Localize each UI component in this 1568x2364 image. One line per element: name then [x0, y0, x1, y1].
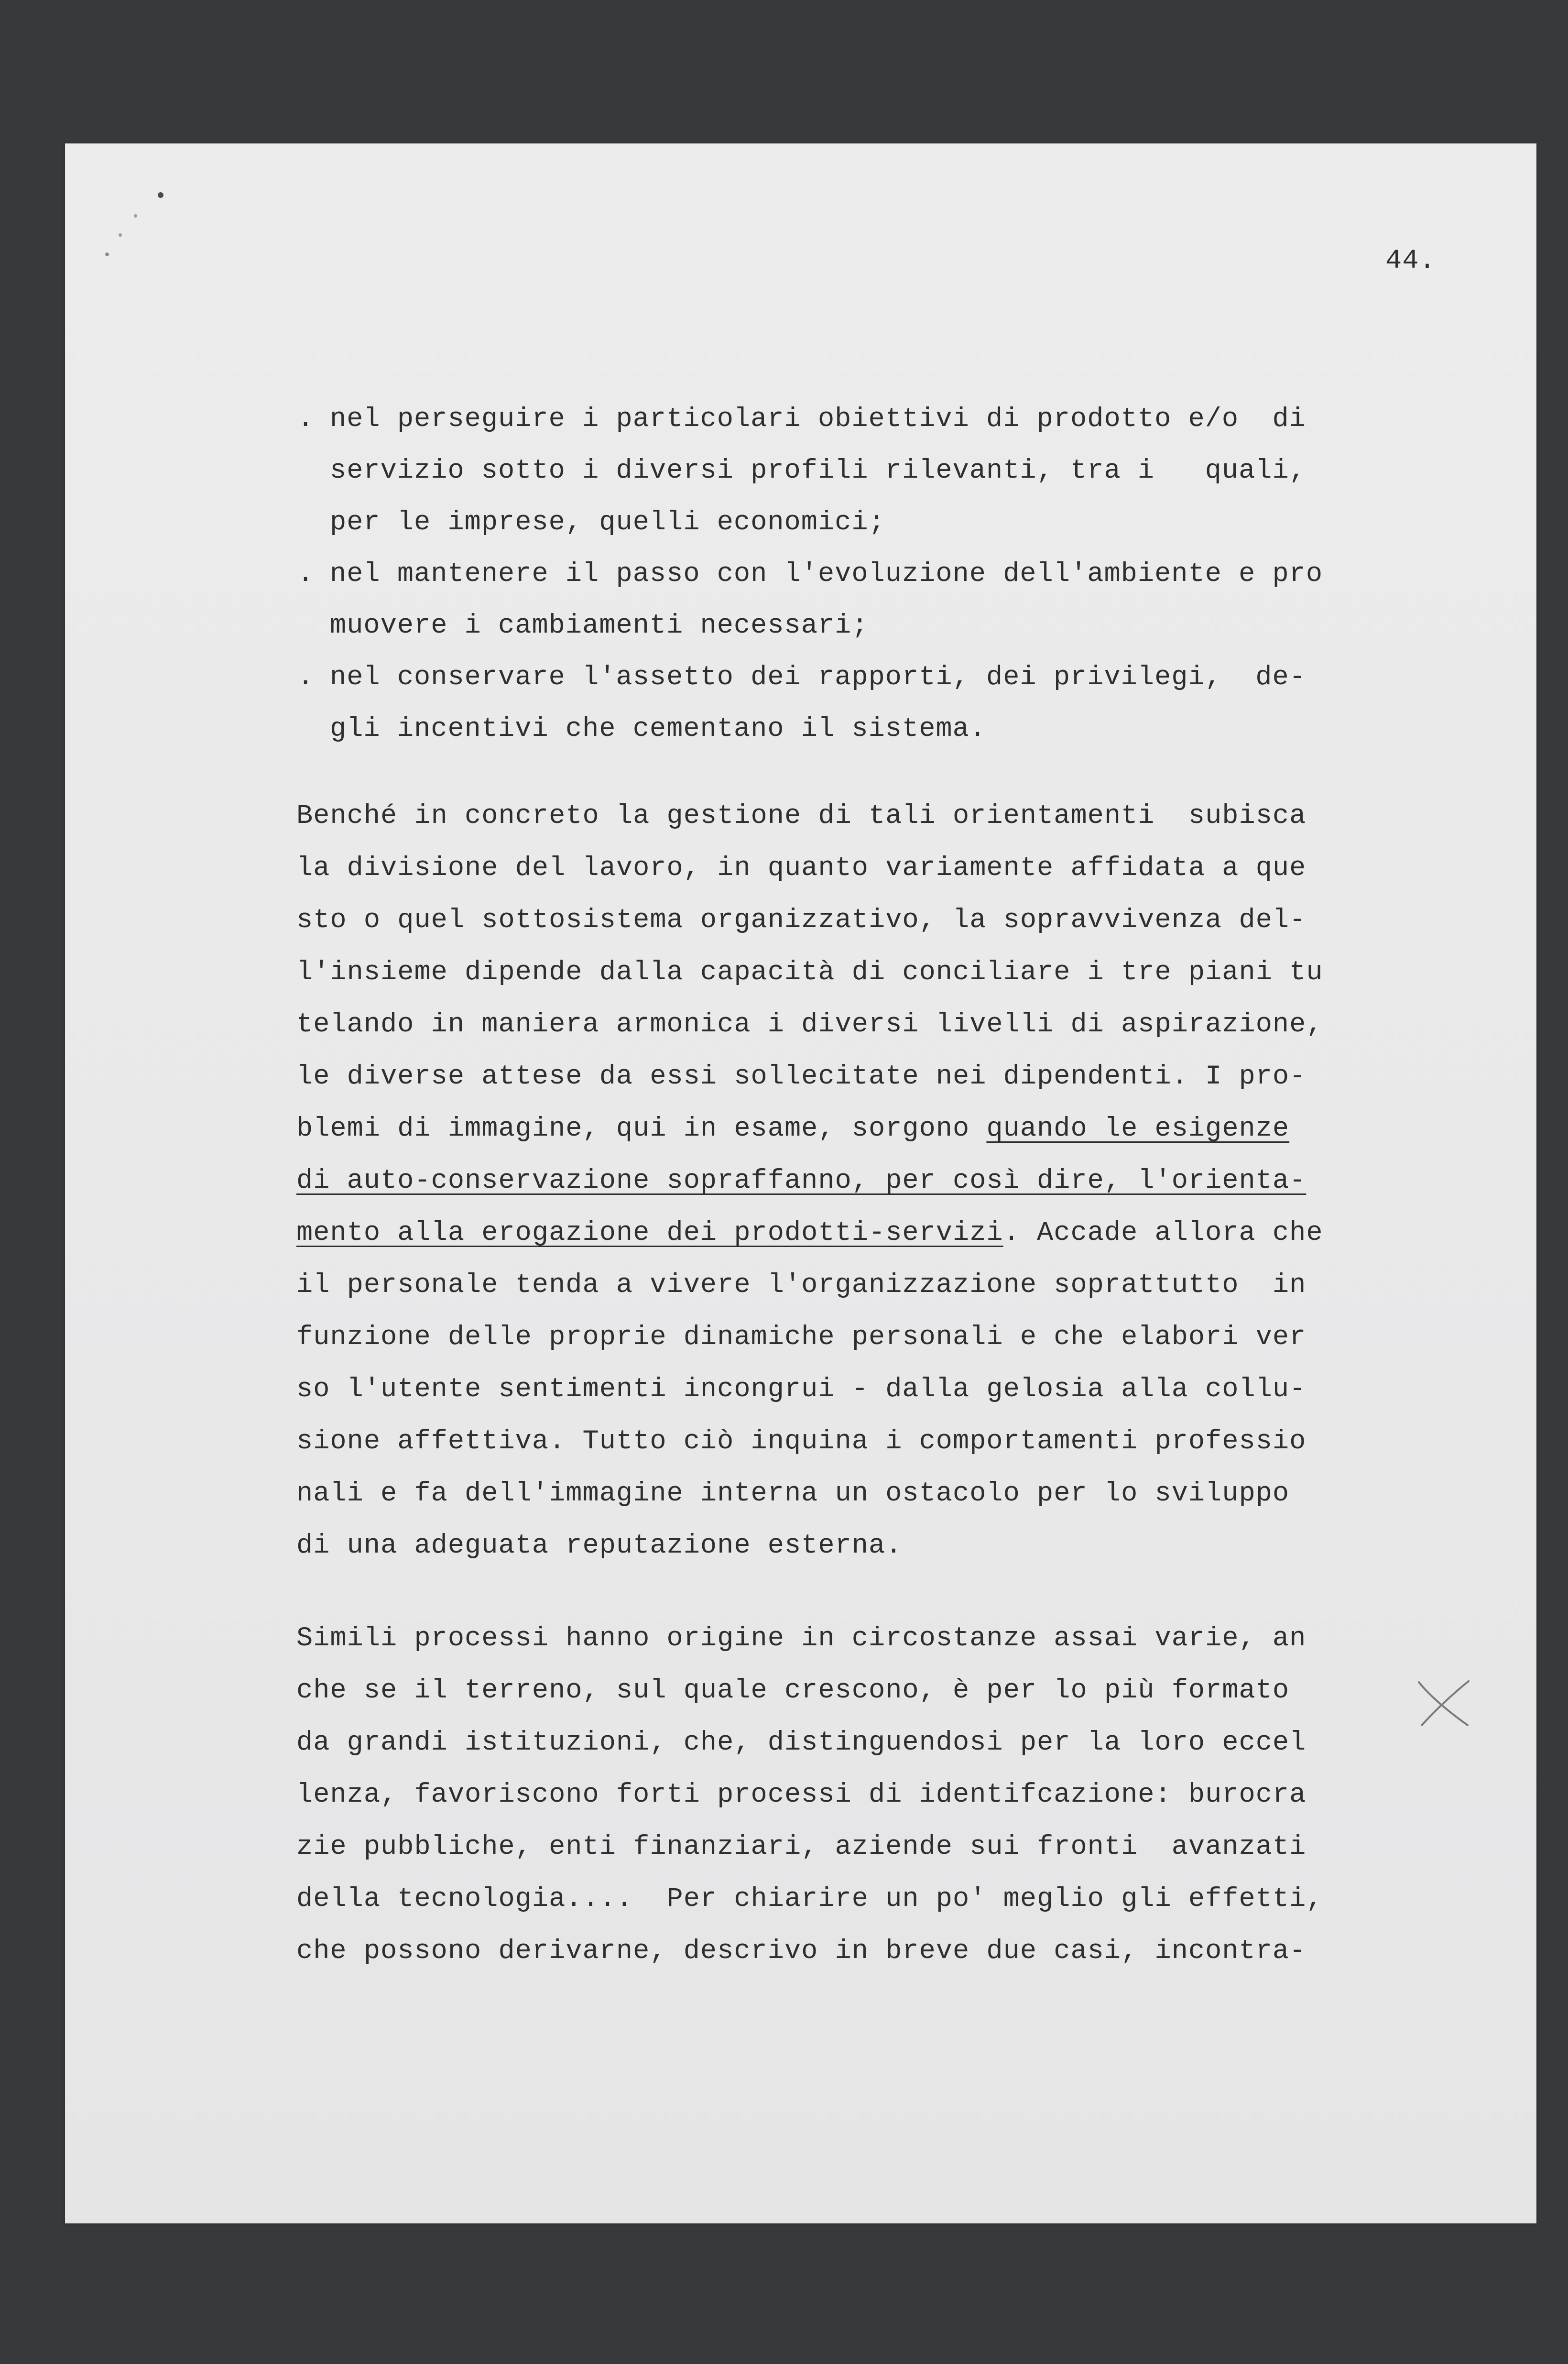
underlined-text: quando le esigenze — [986, 1114, 1290, 1144]
paragraph-line: la divisione del lavoro, in quanto variamente affidata a que — [296, 853, 1307, 884]
paragraph-line — [296, 1216, 1323, 1250]
paragraph-line: il personale tenda a vivere l'organizzazione soprattutto in — [296, 1270, 1307, 1301]
paragraph-line: zie pubbliche, enti finanziari, aziende sui fronti avanzati — [296, 1832, 1307, 1862]
bullet-1-line-1: nel perseguire i particolari obiettivi di prodotto e/o di — [330, 404, 1306, 435]
bullet-3-line-1: nel conservare l'assetto dei rapporti, dei privilegi, de- — [330, 662, 1306, 693]
paragraph-line: Benché in concreto la gestione di tali orientamenti subisca — [296, 801, 1307, 832]
punch-hole — [119, 233, 122, 237]
paragraph-line: della tecnologia.... Per chiarire un po' meglio gli effetti, — [296, 1884, 1323, 1915]
bullet-2-line-2: muovere i cambiamenti necessari; — [330, 611, 869, 641]
paragraph-text: blemi di immagine, qui in esame, sorgono — [296, 1114, 987, 1144]
paragraph-line: sione affettiva. Tutto ciò inquina i comportamenti professio — [296, 1426, 1307, 1457]
paragraph-line: le diverse attese da essi sollecitate nei dipendenti. I pro- — [296, 1062, 1307, 1092]
paragraph-line: lenza, favoriscono forti processi di identifcazione: burocra — [296, 1780, 1307, 1810]
pencil-x-mark-icon — [1415, 1677, 1472, 1730]
paragraph-text: . Accade allora che — [1003, 1218, 1323, 1248]
paragraph-line: sto o quel sottosistema organizzativo, la sopravvivenza del- — [296, 905, 1307, 936]
bullet-marker: . — [297, 404, 315, 435]
paragraph-line: che possono derivarne, descrivo in breve due casi, incontra- — [296, 1936, 1307, 1967]
paragraph-line: di una adeguata reputazione esterna. — [296, 1531, 903, 1561]
paragraph-line: l'insieme dipende dalla capacità di conciliare i tre piani tu — [296, 957, 1323, 988]
punch-hole — [134, 214, 137, 218]
bullet-2-line-1: nel mantenere il passo con l'evoluzione dell'ambiente e pro — [330, 559, 1323, 590]
underlined-text: di auto-conservazione sopraffanno, per così dire, l'orienta- — [296, 1166, 1307, 1196]
paragraph-line: Simili processi hanno origine in circostanze assai varie, an — [296, 1623, 1307, 1654]
paragraph-line: che se il terreno, sul quale crescono, è per lo più formato — [296, 1675, 1290, 1706]
paragraph-line: telando in maniera armonica i diversi livelli di aspirazione, — [296, 1009, 1323, 1040]
paragraph-line: funzione delle proprie dinamiche personali e che elabori ver — [296, 1322, 1307, 1353]
punch-hole — [105, 252, 109, 256]
paragraph-line: da grandi istituzioni, che, distinguendosi per la loro eccel — [296, 1728, 1307, 1758]
bullet-1-line-2: servizio sotto i diversi profili rilevanti, tra i quali, — [330, 456, 1306, 486]
bullet-marker: . — [297, 559, 315, 590]
bullet-marker: . — [297, 662, 315, 693]
bullet-3-line-2: gli incentivi che cementano il sistema. — [330, 714, 987, 744]
punch-hole — [158, 192, 163, 198]
underlined-text: mento alla erogazione dei prodotti-servizi — [296, 1218, 1003, 1248]
bullet-1-line-3: per le imprese, quelli economici; — [330, 507, 885, 538]
paragraph-line: so l'utente sentimenti incongrui - dalla gelosia alla collu- — [296, 1374, 1307, 1405]
paragraph-line — [296, 1112, 1289, 1146]
page-number: 44. — [1385, 246, 1436, 276]
paragraph-line: nali e fa dell'immagine interna un ostacolo per lo sviluppo — [296, 1478, 1290, 1509]
